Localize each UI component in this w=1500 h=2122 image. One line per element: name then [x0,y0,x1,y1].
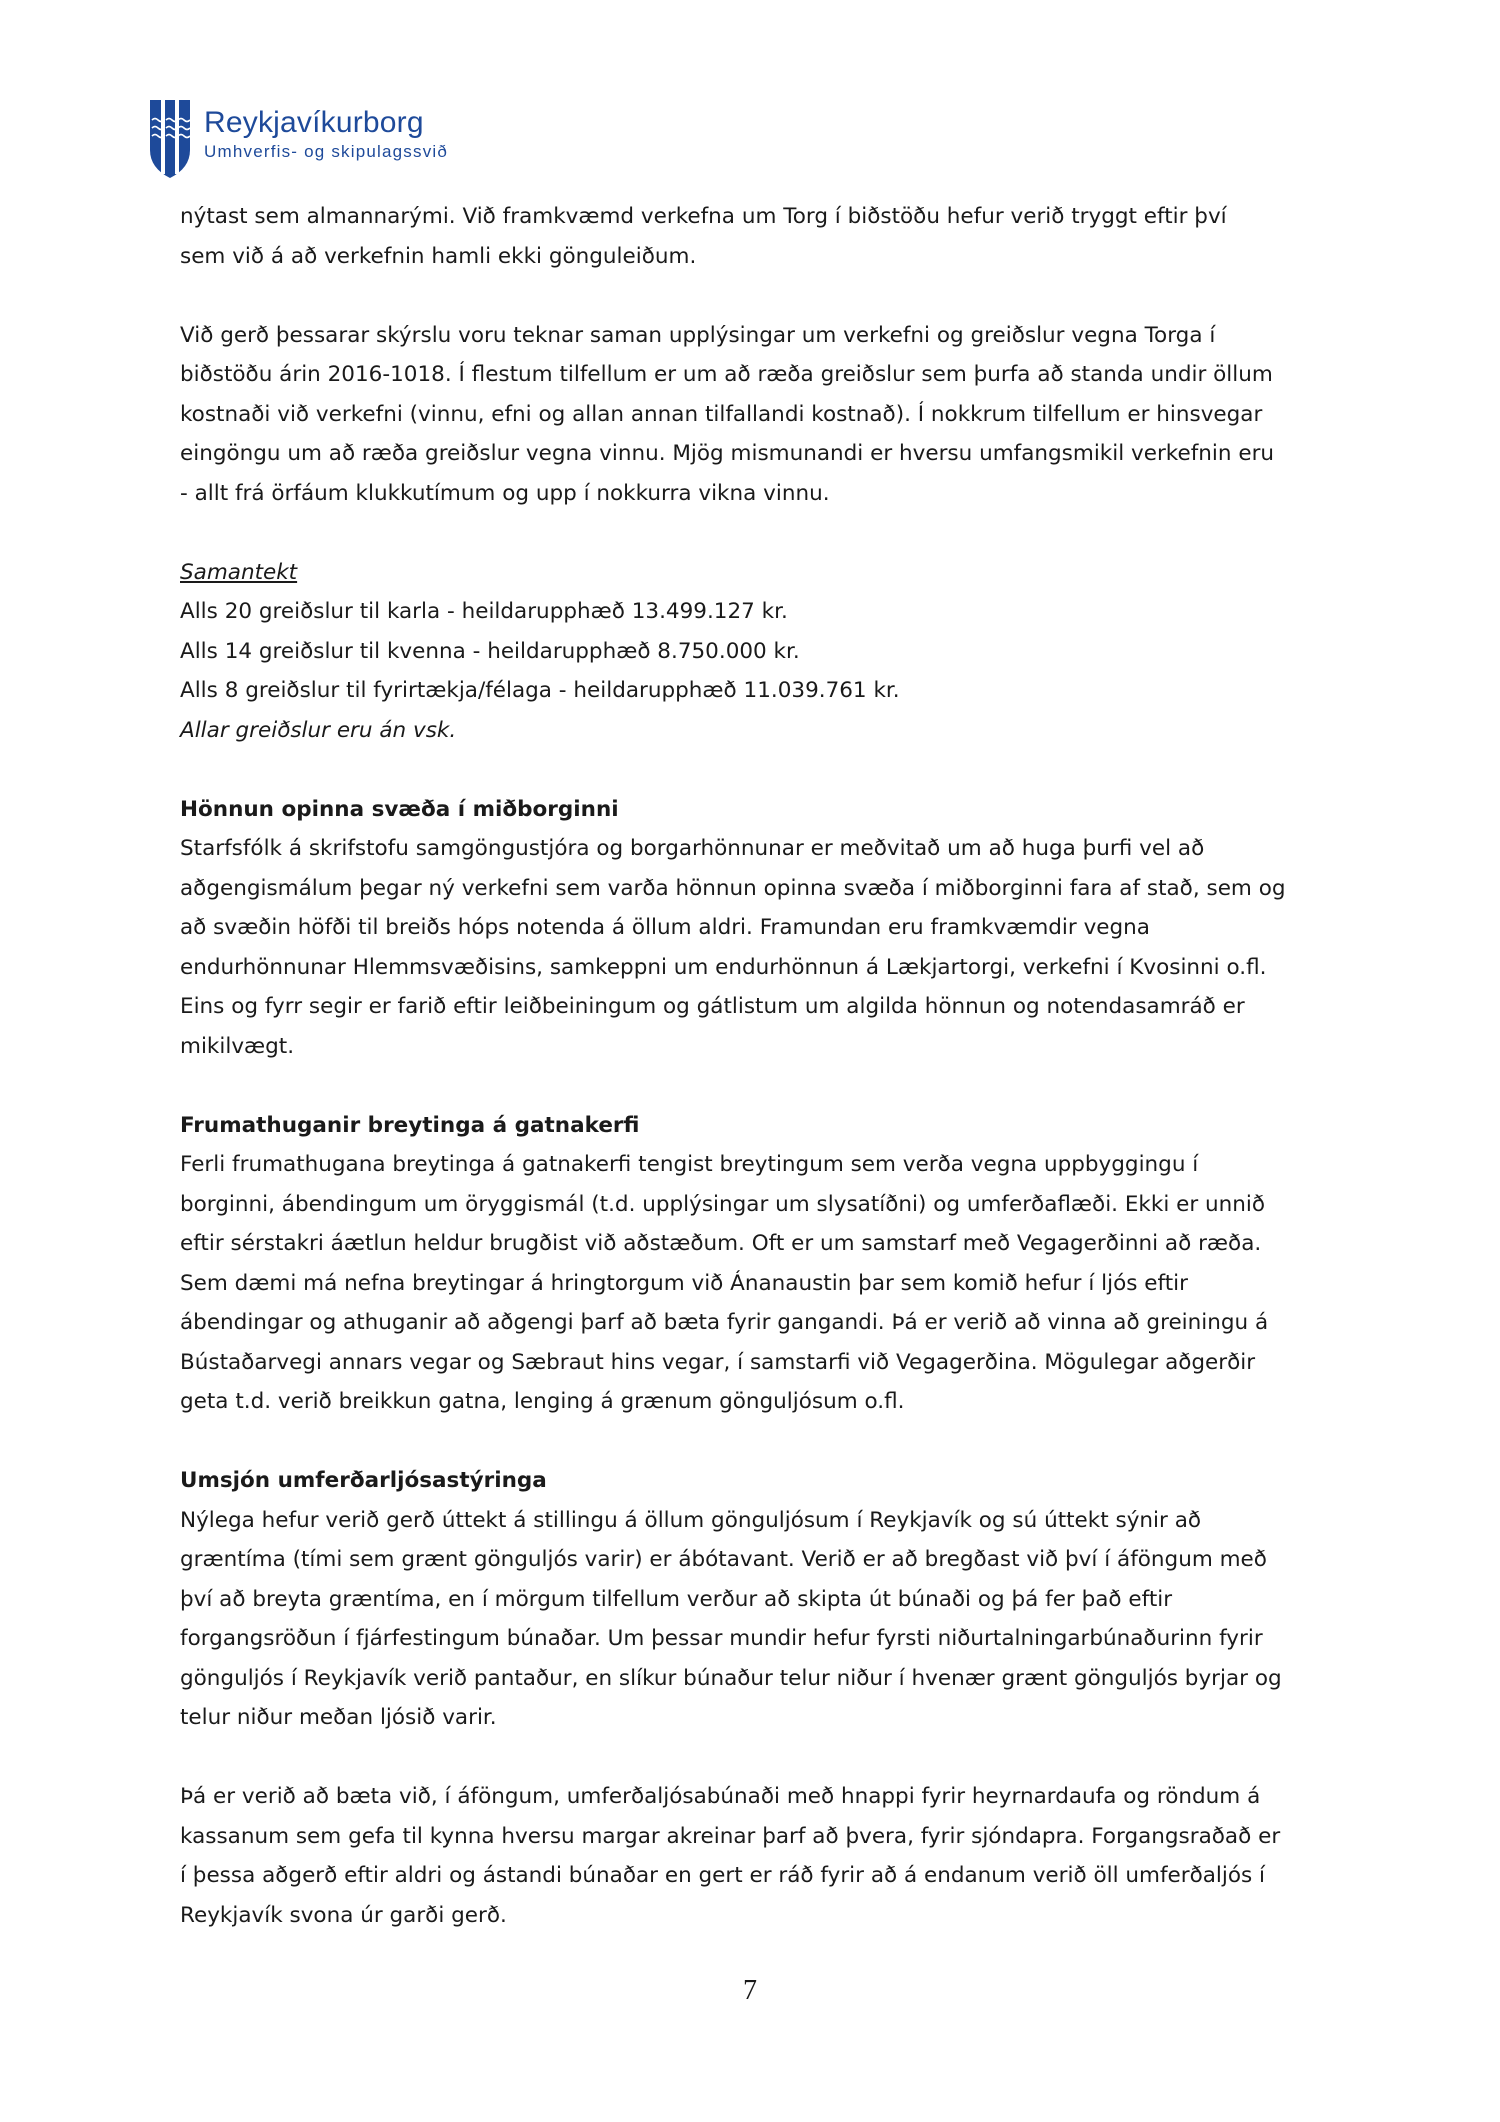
text-line: kassanum sem gefa til kynna hversu margar akreinar þarf að þvera, fyrir sjóndapra. Forgangsraðað er [180,1823,1281,1849]
text-line: Þá er verið að bæta við, í áföngum, umferðaljósabúnaði með hnappi fyrir heyrnardaufa og röndum á [180,1784,1261,1809]
header-logo [148,98,448,180]
summary-line: Alls 8 greiðslur til fyrirtækja/félaga - heildarupphæð 11.039.761 kr. [180,678,900,703]
text-line: forgangsröðun í fjárfestingum búnaðar. Um þessar mundir hefur fyrsti niðurtalningarbúnaðurinn fyrir [180,1626,1263,1651]
text-line: Ferli frumathugana breytinga á gatnakerfi tengist breytingum sem verða vegna uppbyggingu í [180,1152,1199,1177]
text-line: gönguljós í Reykjavík verið pantaður, en slíkur búnaður telur niður í hvenær grænt gönguljós byrjar og [180,1665,1282,1691]
text-line: aðgengismálum þegar ný verkefni sem varða hönnun opinna svæða í miðborginni fara af stað, sem og [180,875,1286,901]
summary-line: Alls 20 greiðslur til karla - heildarupphæð 13.499.127 kr. [180,599,788,624]
logo-subtitle: Umhverfis- og skipulagssvið [204,142,449,161]
text-line: mikilvægt. [180,1033,295,1059]
text-line: eingöngu um að ræða greiðslur vegna vinnu. Mjög mismunandi er hversu umfangsmikil verkefnin eru [180,441,1275,466]
logo-text [204,108,448,160]
section-design [180,790,1340,1067]
summary-block [180,553,1340,751]
text-line: endurhönnunar Hlemmsvæðisins, samkeppni um endurhönnun á Lækjartorgi, verkefni í Kvosinni o.fl. [180,954,1267,980]
paragraph-1 [180,197,1340,276]
text-line: Starfsfólk á skrifstofu samgöngustjóra og borgarhönnunar er meðvitað um að huga þurfi vel að [180,836,1205,861]
logo-name: Reykjavíkurborg [204,106,424,139]
paragraph-2 [180,316,1340,514]
final-paragraph [180,1777,1340,1935]
section-heading: Umsjón umferðarljósastýringa [180,1468,547,1493]
text-line: kostnaði við verkefni (vinnu, efni og allan annan tilfallandi kostnað). Í nokkrum tilfellum er hinsvegar [180,401,1263,427]
text-line: Sem dæmi má nefna breytingar á hringtorgum við Ánanaustin þar sem komið hefur í ljós eftir [180,1270,1188,1296]
text-line: því að breyta græntíma, en í mörgum tilfellum verður að skipta út búnaði og þá fer það eftir [180,1586,1173,1612]
document-body [180,197,1340,1935]
page-number: 7 [743,1975,757,2006]
text-line: að svæðin höfði til breiðs hóps notenda á öllum aldri. Framundan eru framkvæmdir vegna [180,915,1150,940]
section-street-changes [180,1106,1340,1422]
reykjavik-shield-icon [148,98,192,180]
text-line: ábendingar og athuganir að aðgengi þarf að bæta fyrir gangandi. Þá er verið að vinna að greiningu á [180,1310,1269,1335]
text-line: Bústaðarvegi annars vegar og Sæbraut hins vegar, í samstarfi við Vegagerðina. Mögulegar aðgerðir [180,1349,1256,1375]
summary-note: Allar greiðslur eru án vsk. [180,717,457,743]
text-line: í þessa aðgerð eftir aldri og ástandi búnaðar en gert er ráð fyrir að á endanum verið öll umferðaljós í [180,1863,1266,1888]
text-line: biðstöðu árin 2016-1018. Í flestum tilfellum er um að ræða greiðslur sem þurfa að standa undir öllum [180,362,1273,387]
section-heading: Hönnun opinna svæða í miðborginni [180,796,619,822]
section-heading: Frumathuganir breytinga á gatnakerfi [180,1112,640,1138]
text-line: borginni, ábendingum um öryggismál (t.d. upplýsingar um slysatíðni) og umferðaflæði. Ekki er unnið [180,1191,1266,1217]
section-traffic-lights [180,1461,1340,1738]
text-line: nýtast sem almannarými. Við framkvæmd verkefna um Torg í biðstöðu hefur verið tryggt eftir því [180,204,1227,229]
text-line: Nýlega hefur verið gerð úttekt á stillingu á öllum gönguljósum í Reykjavík og sú úttekt sýnir að [180,1507,1202,1533]
text-line: - allt frá örfáum klukkutímum og upp í nokkurra vikna vinnu. [180,480,830,506]
text-line: geta t.d. verið breikkun gatna, lenging á grænum gönguljósum o.fl. [180,1389,905,1414]
text-line: græntíma (tími sem grænt gönguljós varir) er ábótavant. Verið er að bregðast við því í áföngum með [180,1547,1267,1572]
text-line: telur niður meðan ljósið varir. [180,1705,497,1730]
text-line: sem við á að verkefnin hamli ekki gönguleiðum. [180,243,697,269]
text-line: Við gerð þessarar skýrslu voru teknar saman upplýsingar um verkefni og greiðslur vegna Torga í [180,322,1216,348]
summary-title: Samantekt [180,559,298,585]
text-line: Eins og fyrr segir er farið eftir leiðbeiningum og gátlistum um algilda hönnun og notendasamráð er [180,994,1245,1019]
text-line: Reykjavík svona úr garði gerð. [180,1902,507,1928]
text-line: eftir sérstakri áætlun heldur brugðist við aðstæðum. Oft er um samstarf með Vegagerðinni að ræða. [180,1231,1262,1256]
summary-line: Alls 14 greiðslur til kvenna - heildarupphæð 8.750.000 kr. [180,638,800,664]
